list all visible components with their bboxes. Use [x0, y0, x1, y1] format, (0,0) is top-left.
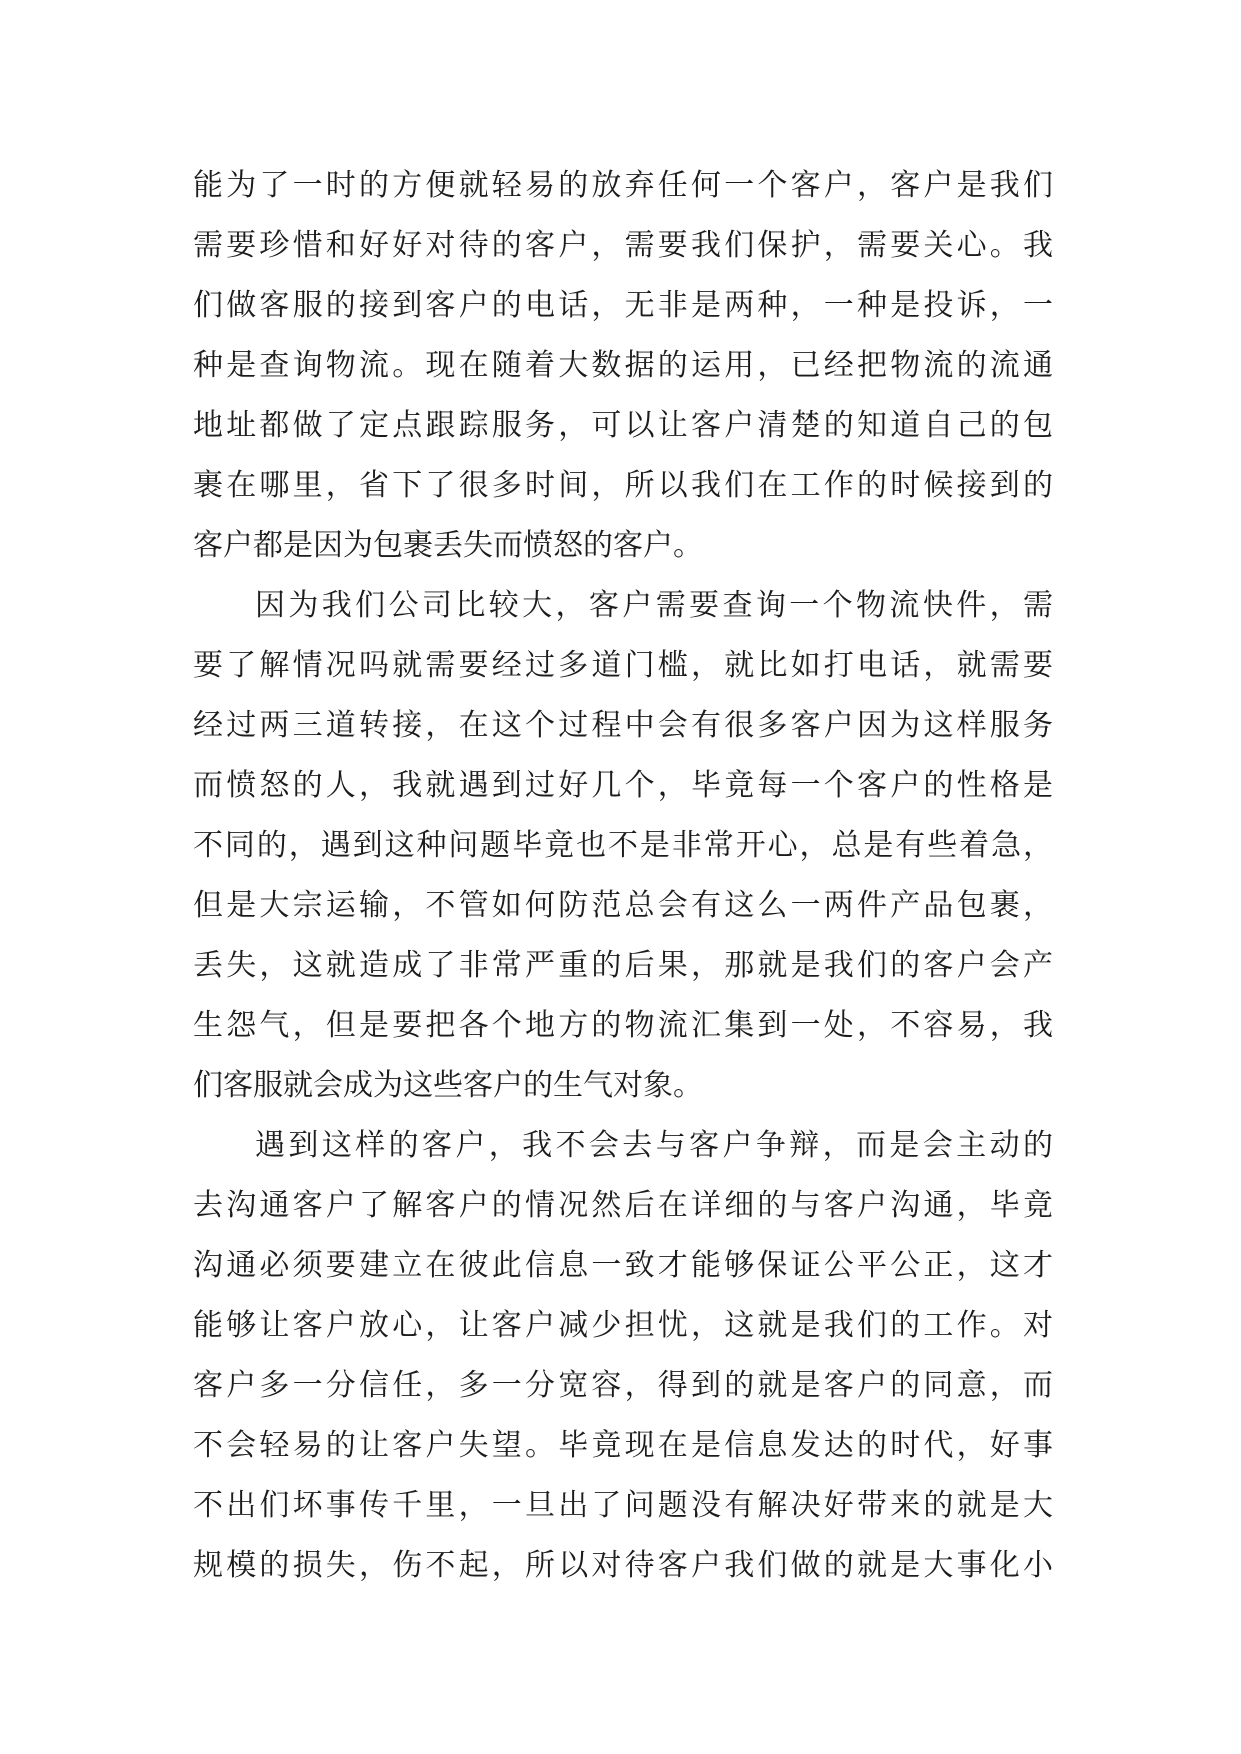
text-line: 而愤怒的人，我就遇到过好几个，毕竟每一个客户的性格是: [193, 768, 1053, 803]
text-line: 客户都是因为包裹丢失而愤怒的客户。: [193, 528, 703, 563]
text-line: 经过两三道转接，在这个过程中会有很多客户因为这样服务: [193, 708, 1053, 743]
text-line: 因为我们公司比较大，客户需要查询一个物流快件，需: [255, 588, 1053, 623]
text-line: 规模的损失，伤不起，所以对待客户我们做的就是大事化小: [193, 1548, 1053, 1583]
text-line: 不会轻易的让客户失望。毕竟现在是信息发达的时代，好事: [193, 1428, 1053, 1463]
text-line: 地址都做了定点跟踪服务，可以让客户清楚的知道自己的包: [193, 408, 1053, 443]
text-line: 不同的，遇到这种问题毕竟也不是非常开心，总是有些着急，: [193, 828, 1053, 863]
text-line: 遇到这样的客户，我不会去与客户争辩，而是会主动的: [255, 1128, 1053, 1163]
text-line: 不出们坏事传千里，一旦出了问题没有解决好带来的就是大: [193, 1488, 1053, 1523]
text-line: 能够让客户放心，让客户减少担忧，这就是我们的工作。对: [193, 1308, 1053, 1343]
paragraph-3: [193, 1116, 1053, 1596]
text-line: 去沟通客户了解客户的情况然后在详细的与客户沟通，毕竟: [193, 1188, 1053, 1223]
text-line: 们客服就会成为这些客户的生气对象。: [193, 1068, 703, 1103]
text-line: 生怨气，但是要把各个地方的物流汇集到一处，不容易，我: [193, 1008, 1053, 1043]
text-line: 裹在哪里，省下了很多时间，所以我们在工作的时候接到的: [193, 468, 1053, 503]
text-line: 客户多一分信任，多一分宽容，得到的就是客户的同意，而: [193, 1368, 1053, 1403]
text-line: 们做客服的接到客户的电话，无非是两种，一种是投诉，一: [193, 288, 1053, 323]
text-line: 需要珍惜和好好对待的客户，需要我们保护，需要关心。我: [193, 228, 1053, 263]
text-line: 但是大宗运输，不管如何防范总会有这么一两件产品包裹，: [193, 888, 1053, 923]
paragraph-2: [193, 576, 1053, 1116]
text-line: 能为了一时的方便就轻易的放弃任何一个客户，客户是我们: [193, 168, 1053, 203]
body-text: [193, 156, 1053, 1596]
text-line: 沟通必须要建立在彼此信息一致才能够保证公平公正，这才: [193, 1248, 1053, 1283]
paragraph-1: [193, 156, 1053, 576]
text-line: 要了解情况吗就需要经过多道门槛，就比如打电话，就需要: [193, 648, 1053, 683]
text-line: 丢失，这就造成了非常严重的后果，那就是我们的客户会产: [193, 948, 1053, 983]
text-line: 种是查询物流。现在随着大数据的运用，已经把物流的流通: [193, 348, 1053, 383]
